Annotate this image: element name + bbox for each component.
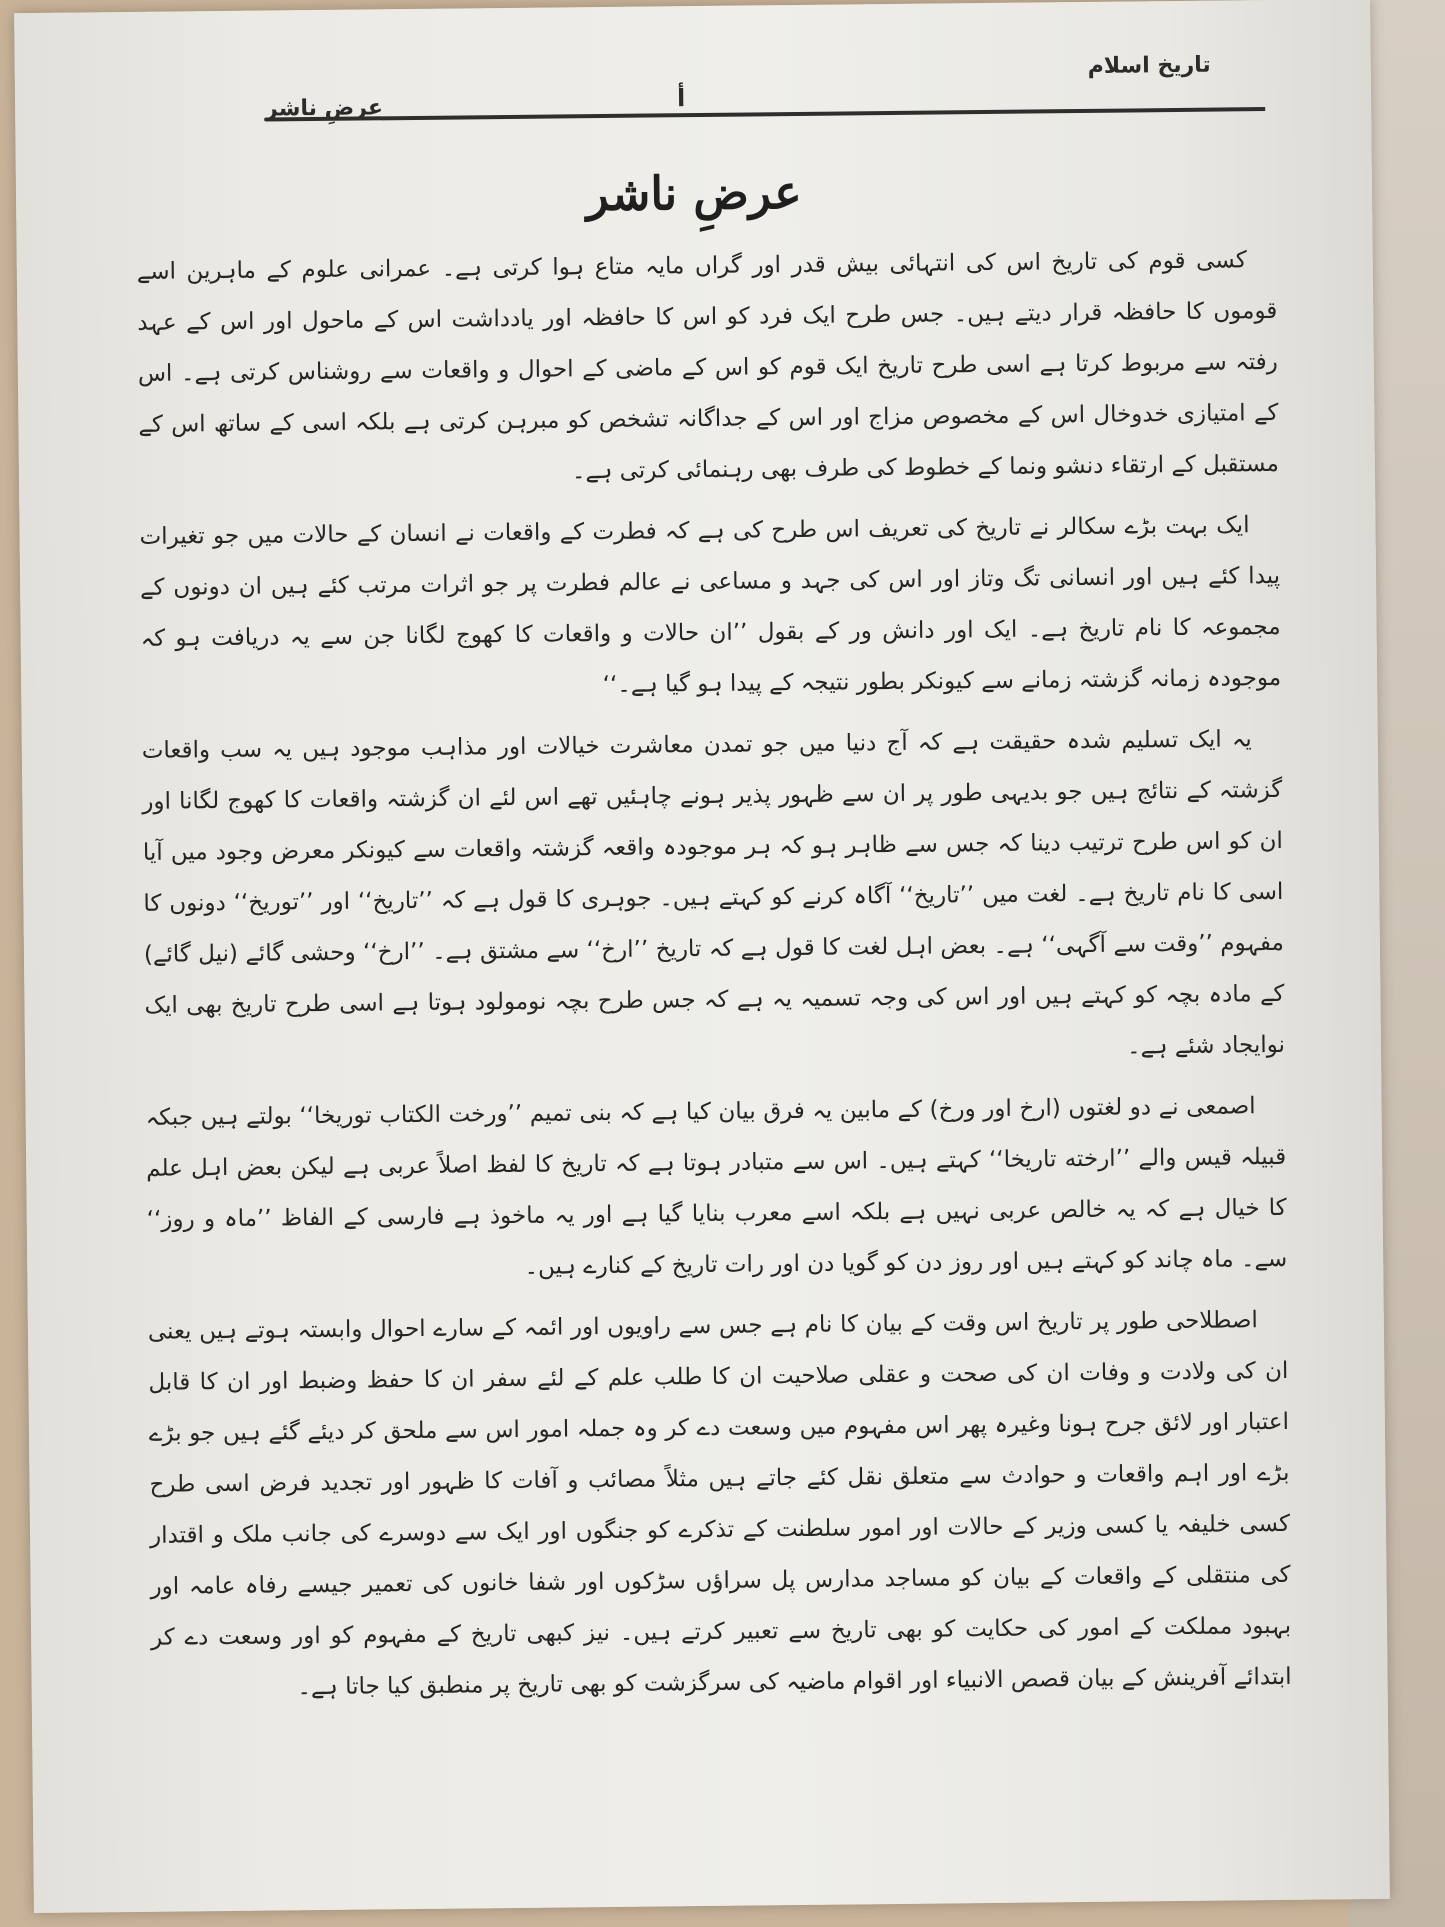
body-text xyxy=(137,235,1292,1725)
book-page xyxy=(14,0,1390,1913)
running-header-book-title: تاریخ اسلام xyxy=(1087,52,1211,79)
header-divider xyxy=(265,107,1265,121)
page-title: عرضِ ناشر xyxy=(586,164,802,222)
page-number: أ xyxy=(676,84,686,113)
paragraph-2: ایک بہت بڑے سکالر نے تاریخ کی تعریف اس طرح کی ہے کہ فطرت کے واقعات نے انسان کے حالات میں جو تغیرات پیدا کئے ہیں اور انسانی تگ وتاز اور اس کی جہد و مساعی نے عالم فطرت پر جو اثرات مرتب کئے ہیں ان دونوں کے مجموعہ کا نام تاریخ ہے۔ ایک اور دانش ور کے بقول ’’ان حالات و واقعات کا کھوج لگانا جن سے یہ دریافت ہو کہ موجودہ زمانہ گزشتہ زمانے سے کیونکر بطور نتیجہ کے پیدا ہو گیا ہے۔‘‘ xyxy=(139,512,1282,699)
paragraph-5: اصطلاحی طور پر تاریخ اس وقت کے بیان کا نام ہے جس سے راویوں اور ائمہ کے سارے احوال وابستہ ہوتے ہیں یعنی ان کی ولادت و وفات ان کی صحت و عقلی صلاحیت ان کا طلب علم کے لئے سفر ان کا حفظ وضبط اور ان کا قابل اعتبار اور لائق جرح ہونا وغیرہ پھر اس مفہوم میں وسعت دے کر وہ جملہ امور اس سے ملحق کر دیئے گئے ہیں جو بڑے بڑے اور اہم واقعات و حوادث سے متعلق نقل کئے جاتے ہیں مثلاً مصائب و آفات کا ظہور اور تجدید فرض اسی طرح کسی خلیفہ یا کسی وزیر کے حالات اور امور سلطنت کے تذکرے کو جنگوں اور ایک سے دوسرے کی جانب ملک و اقتدار کی منتقلی کے واقعات کے بیان کو مساجد مدارس پل سراؤں سڑکوں اور شفا خانوں کی تعمیر جیسے رفاہ عامہ اور بہبود مملکت کے امور کی حکایت کو بھی تاریخ سے تعبیر کرتے ہیں۔ نیز کبھی تاریخ کے مفہوم کو اور وسعت دے کر ابتدائے آفرینش کے بیان قصص الانبیاء اور اقوام ماضیہ کی سرگزشت کو بھی تاریخ پر منطبق کیا جاتا ہے۔ xyxy=(147,1307,1292,1701)
paragraph-4: اصمعی نے دو لغتوں (ارخ اور ورخ) کے مابین یہ فرق بیان کیا ہے کہ بنی تمیم ’’ورخت الکتاب توریخا‘‘ بولتے ہیں جبکہ قبیلہ قیس والے ’’ارخته تاریخا‘‘ کہتے ہیں۔ اس سے متبادر ہوتا ہے کہ تاریخ کا لفظ اصلاً عربی ہے لیکن بعض اہل علم کا خیال ہے کہ یہ خالص عربی نہیں ہے بلکہ اسے معرب بنایا گیا ہے اور یہ ماخوذ ہے فارسی کے الفاظ ’’ماہ و روز‘‘ سے۔ ماہ چاند کو کہتے ہیں اور روز دن کو گویا دن اور رات تاریخ کے کنارے ہیں۔ xyxy=(145,1093,1288,1280)
paragraph-1: کسی قوم کی تاریخ اس کی انتہائی بیش قدر اور گراں مایہ متاع ہوا کرتی ہے۔ عمرانی علوم کے ماہرین اسے قوموں کا حافظہ قرار دیتے ہیں۔ جس طرح ایک فرد کو اس کا حافظہ اور یادداشت اس کے ماحول اور اس کے عہد رفتہ سے مربوط کرتا ہے اسی طرح تاریخ ایک قوم کو اس کے ماضی کے احوال و واقعات سے روشناس کرتی ہے۔ اس کے امتیازی خدوخال اس کے مخصوص مزاج اور اس کے جداگانہ تشخص کو مبرہن کرتی ہے بلکہ اسی کے ساتھ اس کے مستقبل کے ارتقاء دنشو ونما کے خطوط کی طرف بھی رہنمائی کرتی ہے۔ xyxy=(136,247,1280,485)
running-header-section: عرضِ ناشر xyxy=(264,95,384,122)
paragraph-3: یہ ایک تسلیم شدہ حقیقت ہے کہ آج دنیا میں جو تمدن معاشرت خیالات اور مذاہب موجود ہیں یہ سب واقعات گزشتہ کے نتائج ہیں جو بدیہی طور پر ان سے ظہور پذیر ہونے چاہئیں تھے اس لئے ان گزشتہ واقعات کا کھوج لگانا اور ان کو اس طرح ترتیب دینا کہ جس سے ظاہر ہو کہ ہر موجودہ واقعہ گزشتہ واقعات سے کیونکر معرض وجود میں آیا اسی کا نام تاریخ ہے۔ لغت میں ’’تاریخ‘‘ آگاہ کرنے کو کہتے ہیں۔ جوہری کا قول ہے کہ ’’تاریخ‘‘ اور ’’توریخ‘‘ دونوں کا مفہوم ’’وقت سے آگہی‘‘ ہے۔ بعض اہل لغت کا قول ہے کہ تاریخ ’’ارخ‘‘ سے مشتق ہے۔ ’’ارخ‘‘ وحشی گائے (نیل گائے) کے مادہ بچہ کو کہتے ہیں اور اس کی وجہ تسمیہ یہ ہے کہ جس طرح بچہ نومولود ہوتا ہے اسی طرح تاریخ بھی ایک نوایجاد شئے ہے۔ xyxy=(141,726,1286,1060)
